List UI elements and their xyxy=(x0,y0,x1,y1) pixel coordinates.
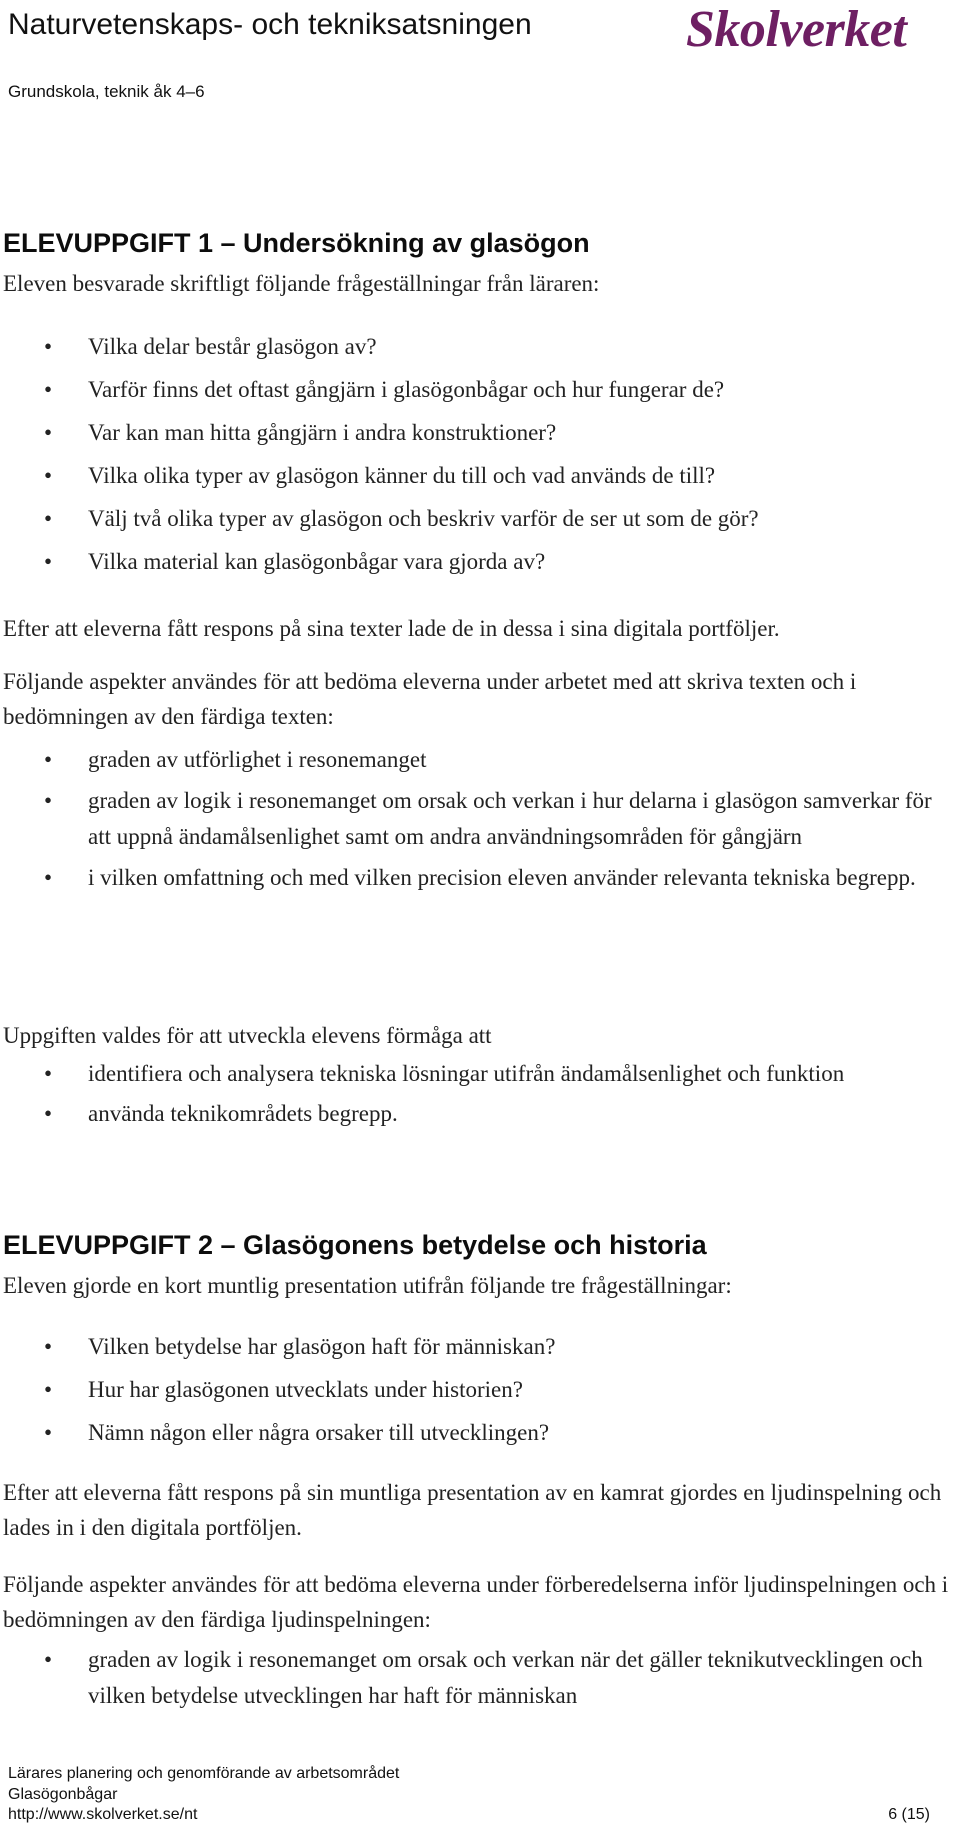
bullet-icon: • xyxy=(44,1647,53,1672)
list-item: • Var kan man hitta gångjärn i andra konstruktioner? xyxy=(0,411,940,454)
bullet-icon: • xyxy=(44,747,53,772)
task1-purpose-list xyxy=(0,1058,940,1132)
document-title: Naturvetenskaps- och tekniksatsningen xyxy=(8,8,532,41)
list-item: • Vilka olika typer av glasögon känner du till och vad används de till? xyxy=(0,454,940,497)
list-item: • identifiera och analysera tekniska lösningar utifrån ändamålsenlighet och funktion xyxy=(0,1058,940,1090)
list-item: • Vilka delar består glasögon av? xyxy=(0,325,940,368)
task2-question-list xyxy=(0,1325,940,1454)
list-item: • Hur har glasögonen utvecklats under historien? xyxy=(0,1368,940,1411)
task2-aspect-list xyxy=(0,1642,940,1714)
footer-url-link[interactable]: http://www.skolverket.se/nt xyxy=(8,1806,198,1823)
list-item: • Nämn någon eller några orsaker till utvecklingen? xyxy=(0,1411,940,1454)
skolverket-logo: Skolverket xyxy=(686,1,907,58)
task2-assessment-intro: Följande aspekter användes för att bedöma eleverna under förberedelserna inför ljudinspelningen och i bedömningen av den färdiga ljudinspelningen: xyxy=(3,1572,949,1632)
list-item: • graden av utförlighet i resonemanget xyxy=(0,742,940,778)
bullet-icon: • xyxy=(44,420,53,445)
list-item: • graden av logik i resonemanget om orsak och verkan i hur delarna i glasögon samverkar för att uppnå ändamålsenlighet samt om andra användningsområden för gångjärn xyxy=(0,783,940,855)
task1-assessment-intro: Följande aspekter användes för att bedöma eleverna under arbetet med att skriva texten och i bedömningen av den färdiga texten: xyxy=(3,669,857,729)
list-item: • Varför finns det oftast gångjärn i glasögonbågar och hur fungerar de? xyxy=(0,368,940,411)
task1-purpose-intro: Uppgiften valdes för att utveckla elevens förmåga att xyxy=(3,1023,492,1048)
footer-title: Lärares planering och genomförande av arbetsområdet xyxy=(8,1765,400,1782)
bullet-icon: • xyxy=(44,506,53,531)
task1-after-text: Efter att eleverna fått respons på sina texter lade de in dessa i sina digitala portföljer. xyxy=(3,616,780,641)
list-item: • Vilken betydelse har glasögon haft för människan? xyxy=(0,1325,940,1368)
bullet-icon: • xyxy=(44,549,53,574)
bullet-icon: • xyxy=(44,1420,53,1445)
list-item: • Välj två olika typer av glasögon och beskriv varför de ser ut som de gör? xyxy=(0,497,940,540)
task1-heading: ELEVUPPGIFT 1 – Undersökning av glasögon xyxy=(3,228,590,258)
page-number: 6 (15) xyxy=(888,1806,930,1823)
bullet-icon: • xyxy=(44,1377,53,1402)
bullet-icon: • xyxy=(44,377,53,402)
task1-question-list xyxy=(0,325,940,583)
list-item: • graden av logik i resonemanget om orsak och verkan när det gäller teknikutvecklingen och vilken betydelse utvecklingen har haft för människan xyxy=(0,1642,940,1714)
bullet-icon: • xyxy=(44,463,53,488)
list-item: • i vilken omfattning och med vilken precision eleven använder relevanta tekniska begrepp. xyxy=(0,860,940,896)
task2-heading: ELEVUPPGIFT 2 – Glasögonens betydelse och historia xyxy=(3,1230,707,1260)
task1-aspect-list xyxy=(0,742,940,896)
bullet-icon: • xyxy=(44,865,53,890)
bullet-icon: • xyxy=(44,1334,53,1359)
bullet-icon: • xyxy=(44,1101,53,1126)
task2-intro: Eleven gjorde en kort muntlig presentation utifrån följande tre frågeställningar: xyxy=(3,1273,732,1298)
list-item: • använda teknikområdets begrepp. xyxy=(0,1096,940,1132)
bullet-icon: • xyxy=(44,788,53,813)
bullet-icon: • xyxy=(44,1061,53,1086)
list-item: • Vilka material kan glasögonbågar vara gjorda av? xyxy=(0,540,940,583)
bullet-icon: • xyxy=(44,334,53,359)
footer-subtitle: Glasögonbågar xyxy=(8,1786,118,1803)
task2-after-text: Efter att eleverna fått respons på sin muntliga presentation av en kamrat gjordes en ljudinspelning och lades in i den digitala portföljen. xyxy=(3,1480,942,1540)
document-subtitle: Grundskola, teknik åk 4–6 xyxy=(8,82,205,101)
task1-intro: Eleven besvarade skriftligt följande frågeställningar från läraren: xyxy=(3,271,600,296)
